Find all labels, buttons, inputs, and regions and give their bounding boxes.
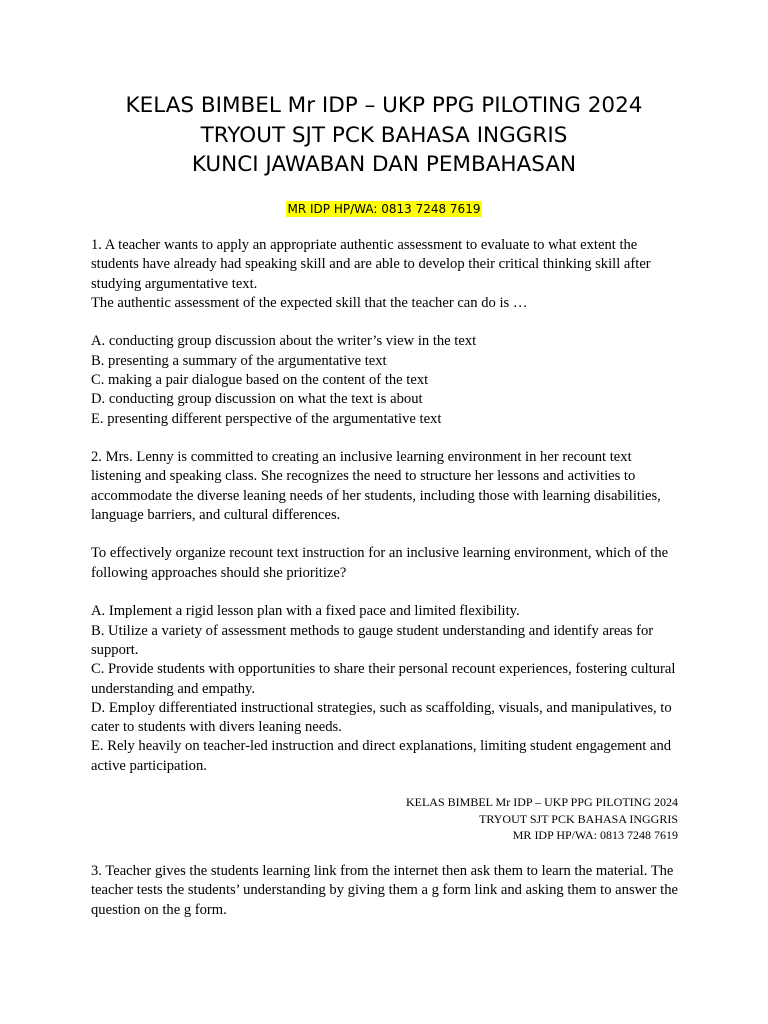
document-title bbox=[0, 91, 768, 180]
question-1-prompt: The authentic assessment of the expected skill that the teacher can do is … bbox=[91, 294, 528, 311]
contact-highlight: MR IDP HP/WA: 0813 7248 7619 bbox=[287, 202, 481, 216]
question-2-option-b: B. Utilize a variety of assessment methods to gauge student understanding and identify areas for support. bbox=[91, 622, 654, 658]
question-1-option-a: A. conducting group discussion about the writer’s view in the text bbox=[91, 333, 477, 350]
page-header-line-2: TRYOUT SJT PCK BAHASA INGGRIS bbox=[479, 811, 678, 826]
title-line-1: KELAS BIMBEL Mr IDP – UKP PPG PILOTING 2024 bbox=[125, 93, 643, 118]
question-2-option-d: D. Employ differentiated instructional strategies, such as scaffolding, visuals, and manipulatives, to cater to students with divers leaning needs. bbox=[91, 699, 672, 736]
question-1-option-b: B. presenting a summary of the argumentative text bbox=[91, 352, 387, 369]
question-1-option-e: E. presenting different perspective of the argumentative text bbox=[91, 410, 442, 427]
question-2 bbox=[91, 448, 681, 776]
page-header-line-3: MR IDP HP/WA: 0813 7248 7619 bbox=[512, 828, 678, 842]
question-2-prompt: To effectively organize recount text instruction for an inclusive learning environment, which of the following approaches should she prioritize? bbox=[91, 545, 669, 581]
question-1-stem: 1. A teacher wants to apply an appropriate authentic assessment to evaluate to what extent the students have already had speaking skill and are able to develop their critical thinking skill after studying argumentative text. bbox=[91, 237, 651, 292]
question-3 bbox=[91, 862, 681, 920]
question-2-option-a: A. Implement a rigid lesson plan with a fixed pace and limited flexibility. bbox=[91, 603, 520, 620]
question-2-option-c: C. Provide students with opportunities to share their personal recount experiences, fostering cultural understanding and empathy. bbox=[91, 661, 676, 697]
page-header-line-1: KELAS BIMBEL Mr IDP – UKP PPG PILOTING 2024 bbox=[405, 795, 678, 809]
contact-line bbox=[0, 200, 768, 218]
question-1-option-d: D. conducting group discussion on what the text is about bbox=[91, 391, 423, 408]
question-2-option-e: E. Rely heavily on teacher-led instruction and direct explanations, limiting student engagement and active participation. bbox=[91, 738, 672, 774]
question-3-stem: 3. Teacher gives the students learning link from the internet then ask them to learn the material. The teacher tests the students’ understanding by giving them a g form link and asking them to answer the question on the g form. bbox=[91, 863, 678, 918]
question-2-stem: 2. Mrs. Lenny is committed to creating an inclusive learning environment in her recount text listening and speaking class. She recognizes the need to structure her lessons and activities to accommodate the diverse leaning needs of her students, including those with learning disabilities, language barriers, and cultural differences. bbox=[91, 449, 661, 523]
question-1 bbox=[91, 236, 681, 429]
question-1-option-c: C. making a pair dialogue based on the content of the text bbox=[91, 372, 429, 389]
title-line-2: TRYOUT SJT PCK BAHASA INGGRIS bbox=[200, 122, 568, 148]
page-header-repeat bbox=[300, 794, 678, 844]
title-line-3: KUNCI JAWABAN DAN PEMBAHASAN bbox=[191, 152, 577, 177]
